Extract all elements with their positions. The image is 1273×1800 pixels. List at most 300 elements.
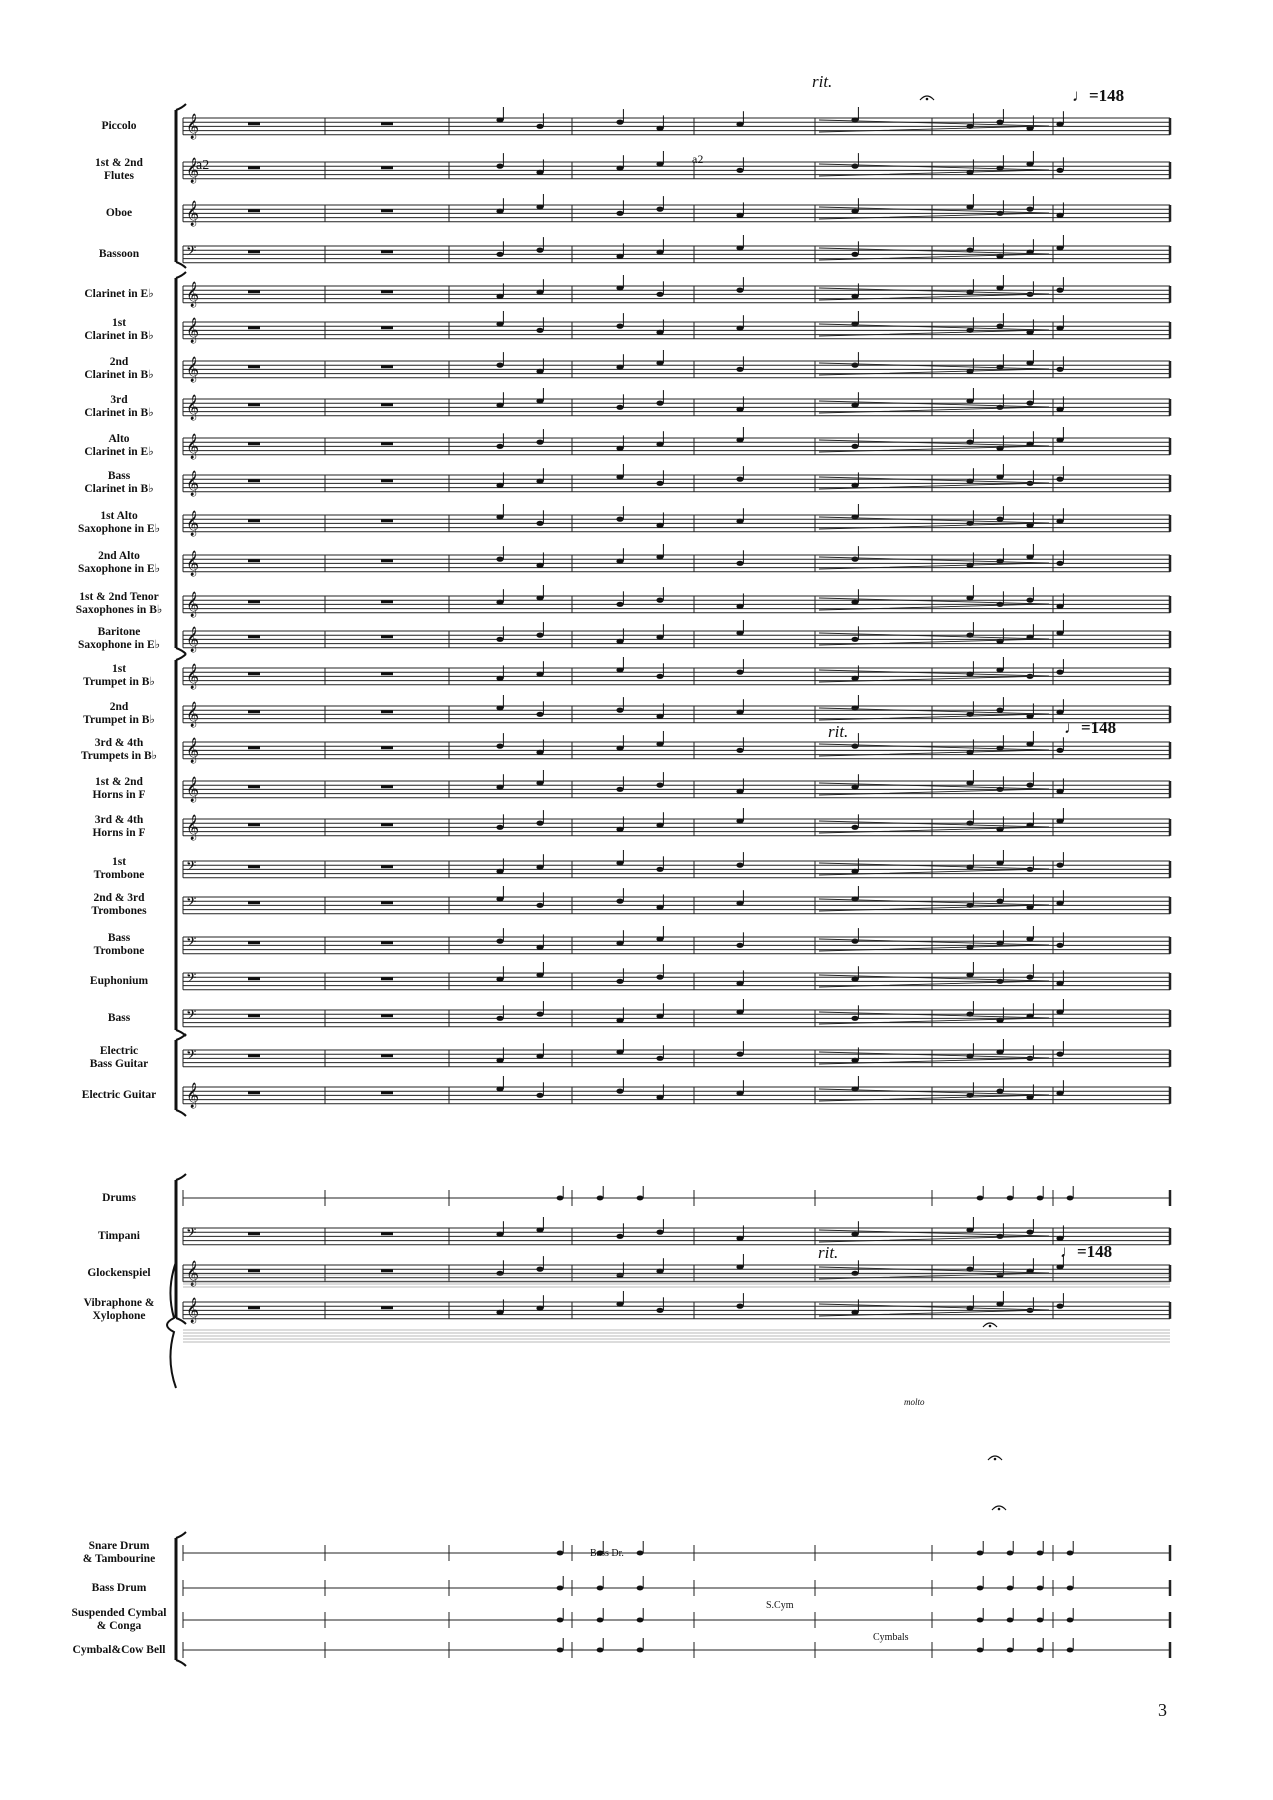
whole-rest [248,166,260,169]
note-head [1056,1236,1063,1241]
note-head [656,1269,663,1274]
note-head [536,563,543,568]
note-head [851,600,858,605]
whole-rest [381,479,393,482]
instrument-label: Oboe [105,206,133,219]
fermata-dot [989,1325,992,1328]
note-head [496,1310,503,1315]
treble-clef-icon: 𝄞 [186,114,200,139]
note-head [656,1230,663,1235]
note-head [536,712,543,717]
note-head [496,939,503,944]
note-head [996,639,1003,644]
note-head [656,598,663,603]
note-head [736,943,743,948]
note-head [656,741,663,746]
note-head [996,285,1003,290]
note-head [616,746,623,751]
whole-rest [248,1306,260,1309]
note-head [656,867,663,872]
note-head [496,557,503,562]
note-head [736,326,743,331]
note-head [616,787,623,792]
note-head [616,517,623,522]
note-head [736,245,743,250]
note-head [557,1196,564,1201]
note-head [536,1227,543,1232]
note-head [1026,207,1033,212]
note-head [736,748,743,753]
note-head [996,827,1003,832]
note-head [1067,1196,1074,1201]
note-head [851,705,858,710]
whole-rest [381,326,393,329]
note-head [1026,360,1033,365]
note-head [1056,122,1063,127]
note-head [536,903,543,908]
note-head [536,398,543,403]
whole-rest [248,710,260,713]
note-head [996,559,1003,564]
whole-rest [381,823,393,826]
note-head [536,440,543,445]
whole-rest [381,1232,393,1235]
note-head [1056,604,1063,609]
note-head [637,1196,644,1201]
note-head [851,785,858,790]
instrument-label: Cymbal&Cow Bell [72,1643,166,1656]
note-head [996,254,1003,259]
note-head [656,126,663,131]
note-head [977,1551,984,1556]
note-head [616,1234,623,1239]
note-head [536,595,543,600]
whole-rest [248,250,260,253]
instrument-label: Electric Bass Guitar [89,1045,149,1070]
note-head [616,365,623,370]
guitar-bracket-cap-bottom [176,1110,186,1116]
percussion-bracket-cap-top [176,1174,186,1180]
note-head [966,1227,973,1232]
whole-rest [248,901,260,904]
whole-rest [248,209,260,212]
note-head [656,823,663,828]
note-head [851,321,858,326]
note-head [736,710,743,715]
note-head [736,213,743,218]
tempo-marking: ♩=148 [1072,86,1125,105]
note-head [656,442,663,447]
treble-clef-icon: 𝄞 [186,395,200,420]
note-head [616,324,623,329]
bass-clef-icon: 𝄢 [186,1225,197,1244]
note-head [616,285,623,290]
note-head [616,941,623,946]
note-head [496,363,503,368]
note-head [496,1016,503,1021]
whole-rest [248,865,260,868]
note-head [597,1618,604,1623]
whole-rest [248,442,260,445]
note-head [616,979,623,984]
note-head [616,166,623,171]
note-head [1007,1196,1014,1201]
note-head [616,708,623,713]
note-head [656,401,663,406]
instrument-label: Piccolo [101,119,137,132]
note-head [496,705,503,710]
whole-rest [381,941,393,944]
treble-clef-icon: 𝄞 [186,664,200,689]
whole-rest [381,746,393,749]
instrument-label: 1st Trombone [93,856,145,881]
note-head [616,827,623,832]
note-head [996,446,1003,451]
note-head [1067,1618,1074,1623]
note-head [1007,1618,1014,1623]
whole-rest [381,403,393,406]
note-head [656,554,663,559]
note-head [656,714,663,719]
note-head [557,1586,564,1591]
note-head [536,780,543,785]
instrument-label: 3rd Clarinet in B♭ [84,394,154,419]
instrument-label: Bass Clarinet in B♭ [84,470,154,495]
bass-clef-icon: 𝄢 [186,970,197,989]
note-head [1056,561,1063,566]
note-head [536,369,543,374]
instrument-label: Vibraphone & Xylophone [83,1297,155,1322]
note-head [496,209,503,214]
whole-rest [381,672,393,675]
note-head [496,117,503,122]
note-head [496,403,503,408]
note-head [1056,1091,1063,1096]
note-head [736,1009,743,1014]
whole-rest [248,1232,260,1235]
note-head [1056,630,1063,635]
note-head [536,328,543,333]
instrument-label: 1st Alto Saxophone in E♭ [77,510,161,535]
instrument-label: Bass Trombone [93,932,145,957]
whole-rest [381,365,393,368]
note-head [496,294,503,299]
whole-rest [381,290,393,293]
note-head [1037,1618,1044,1623]
note-head [656,1308,663,1313]
note-head [637,1618,644,1623]
note-head [496,785,503,790]
note-head [1056,1052,1063,1057]
note-head [616,1089,623,1094]
note-head [736,168,743,173]
s-cym-text: S.Cym [766,1600,794,1611]
note-head [851,164,858,169]
note-head [736,818,743,823]
instrument-label: 3rd & 4th Horns in F [92,814,146,839]
rit-marking: rit. [812,72,833,91]
whole-rest [381,442,393,445]
note-head [616,254,623,259]
note-head [736,981,743,986]
note-head [1026,401,1033,406]
page-number: 3 [1158,1700,1167,1720]
whole-rest [248,823,260,826]
note-head [656,674,663,679]
note-head [496,1232,503,1237]
note-head [656,207,663,212]
whole-rest [248,1014,260,1017]
whole-rest [248,1054,260,1057]
note-head [966,204,973,209]
note-head [736,477,743,482]
note-head [996,941,1003,946]
note-head [616,1273,623,1278]
note-head [496,896,503,901]
note-head [616,120,623,125]
note-head [736,863,743,868]
note-head [1067,1586,1074,1591]
note-head [616,446,623,451]
note-head [496,869,503,874]
note-head [557,1618,564,1623]
note-head [1056,863,1063,868]
note-head [736,1264,743,1269]
instrument-label: 1st & 2nd Tenor Saxophones in B♭ [75,591,163,616]
whole-rest [381,977,393,980]
note-head [851,444,858,449]
note-head [736,604,743,609]
instrument-label: Clarinet in E♭ [84,287,154,300]
note-head [616,1301,623,1306]
note-head [557,1551,564,1556]
woodwind-bracket-cap-top [176,104,186,110]
note-head [656,161,663,166]
note-head [966,780,973,785]
whole-rest [248,290,260,293]
whole-rest [248,635,260,638]
note-head [496,252,503,257]
note-head [656,292,663,297]
note-head [736,630,743,635]
clarinet-sax-bracket-cap-top [176,272,186,278]
instrument-label: 1st & 2nd Flutes [95,157,143,182]
instrument-label: Alto Clarinet in E♭ [84,433,154,458]
note-head [851,1232,858,1237]
note-head [851,363,858,368]
tempo-marking-brass: ♩=148 [1064,718,1117,737]
note-head [977,1586,984,1591]
note-head [851,294,858,299]
whole-rest [381,1091,393,1094]
note-head [996,860,1003,865]
note-head [616,860,623,865]
note-head [1026,1230,1033,1235]
instrument-label: Bass Drum [91,1581,147,1594]
note-head [851,403,858,408]
instrument-label: Bassoon [98,247,140,260]
rit-marking-perc: rit. [818,1243,839,1262]
note-head [851,939,858,944]
note-head [536,1306,543,1311]
note-head [1056,981,1063,986]
note-head [736,1052,743,1057]
note-head [736,1304,743,1309]
note-head [996,1018,1003,1023]
note-head [1056,245,1063,250]
note-head [656,936,663,941]
note-head [1026,975,1033,980]
treble-clef-icon: 𝄞 [186,592,200,617]
note-head [736,670,743,675]
treble-clef-icon: 𝄞 [186,471,200,496]
whole-rest [248,672,260,675]
note-head [616,639,623,644]
whole-rest [381,209,393,212]
note-head [536,479,543,484]
bass-clef-icon: 𝄢 [186,1047,197,1066]
note-head [1026,598,1033,603]
note-head [616,405,623,410]
instrument-label: Suspended Cymbal & Conga [71,1607,167,1632]
note-head [536,672,543,677]
note-head [1056,818,1063,823]
whole-rest [381,250,393,253]
whole-rest [248,122,260,125]
instrument-label: 3rd & 4th Trumpets in B♭ [80,737,158,762]
note-head [736,122,743,127]
note-head [536,204,543,209]
treble-clef-icon: 𝄞 [186,158,200,183]
bass-clef-icon: 𝄢 [186,894,197,913]
note-head [1026,936,1033,941]
whole-rest [248,559,260,562]
note-head [616,1049,623,1054]
treble-clef-icon: 𝄞 [186,201,200,226]
note-head [1026,741,1033,746]
note-head [1056,710,1063,715]
note-head [736,789,743,794]
note-head [851,869,858,874]
note-head [656,360,663,365]
instrument-label: 2nd Alto Saxophone in E♭ [77,550,161,575]
note-head [496,744,503,749]
note-head [736,1236,743,1241]
note-head [736,561,743,566]
note-head [996,1089,1003,1094]
whole-rest [381,122,393,125]
whole-rest [248,403,260,406]
note-head [996,517,1003,522]
note-head [1056,1009,1063,1014]
whole-rest [381,1054,393,1057]
note-head [616,559,623,564]
note-head [736,288,743,293]
instrument-label: 2nd Trumpet in B♭ [83,701,155,726]
note-head [616,602,623,607]
note-head [851,514,858,519]
note-head [1037,1648,1044,1653]
treble-clef-icon: 𝄞 [186,318,200,343]
note-head [536,633,543,638]
note-head [496,637,503,642]
note-head [996,746,1003,751]
whole-rest [381,1269,393,1272]
note-head [496,977,503,982]
bass-dr-text: Bass Dr. [590,1548,624,1559]
rit-marking-brass: rit. [828,722,849,741]
note-head [977,1618,984,1623]
note-head [536,521,543,526]
note-head [536,1093,543,1098]
instrument-label: 2nd & 3rd Trombones [91,892,147,917]
whole-rest [381,785,393,788]
whole-rest [248,977,260,980]
whole-rest [381,519,393,522]
treble-clef-icon: 𝄞 [186,511,200,536]
note-head [1056,367,1063,372]
instrument-label: 2nd Clarinet in B♭ [84,356,154,381]
note-head [656,1014,663,1019]
note-head [996,166,1003,171]
note-head [851,825,858,830]
instrument-label: Bass [107,1011,131,1024]
note-head [1037,1586,1044,1591]
treble-clef-icon: 𝄞 [186,777,200,802]
note-head [996,899,1003,904]
note-head [656,481,663,486]
whole-rest [248,1091,260,1094]
note-head [1056,213,1063,218]
note-head [536,1267,543,1272]
note-head [1056,407,1063,412]
a2-marking: a2 [196,158,210,173]
note-head [656,905,663,910]
instrument-label: Euphonium [89,974,149,987]
note-head [736,407,743,412]
note-head [496,514,503,519]
note-head [496,1086,503,1091]
treble-clef-icon: 𝄞 [186,1298,200,1323]
note-head [736,367,743,372]
note-head [597,1586,604,1591]
note-head [616,211,623,216]
note-head [1067,1648,1074,1653]
instrument-label: Snare Drum & Tambourine [82,1540,156,1565]
whole-rest [248,600,260,603]
note-head [496,444,503,449]
note-head [557,1648,564,1653]
whole-rest [248,479,260,482]
note-head [966,595,973,600]
note-head [496,825,503,830]
note-head [656,250,663,255]
treble-clef-icon: 𝄞 [186,1261,200,1286]
note-head [496,600,503,605]
note-head [656,1056,663,1061]
bass-clef-icon: 𝄢 [186,858,197,877]
note-head [1056,670,1063,675]
a2-marking-2: a2 [692,152,704,166]
molto-text: molto [904,1397,925,1407]
fermata-dot [994,1458,997,1461]
note-head [656,975,663,980]
note-head [1007,1648,1014,1653]
whole-rest [381,1306,393,1309]
note-head [616,474,623,479]
note-head [1037,1196,1044,1201]
note-head [736,1091,743,1096]
